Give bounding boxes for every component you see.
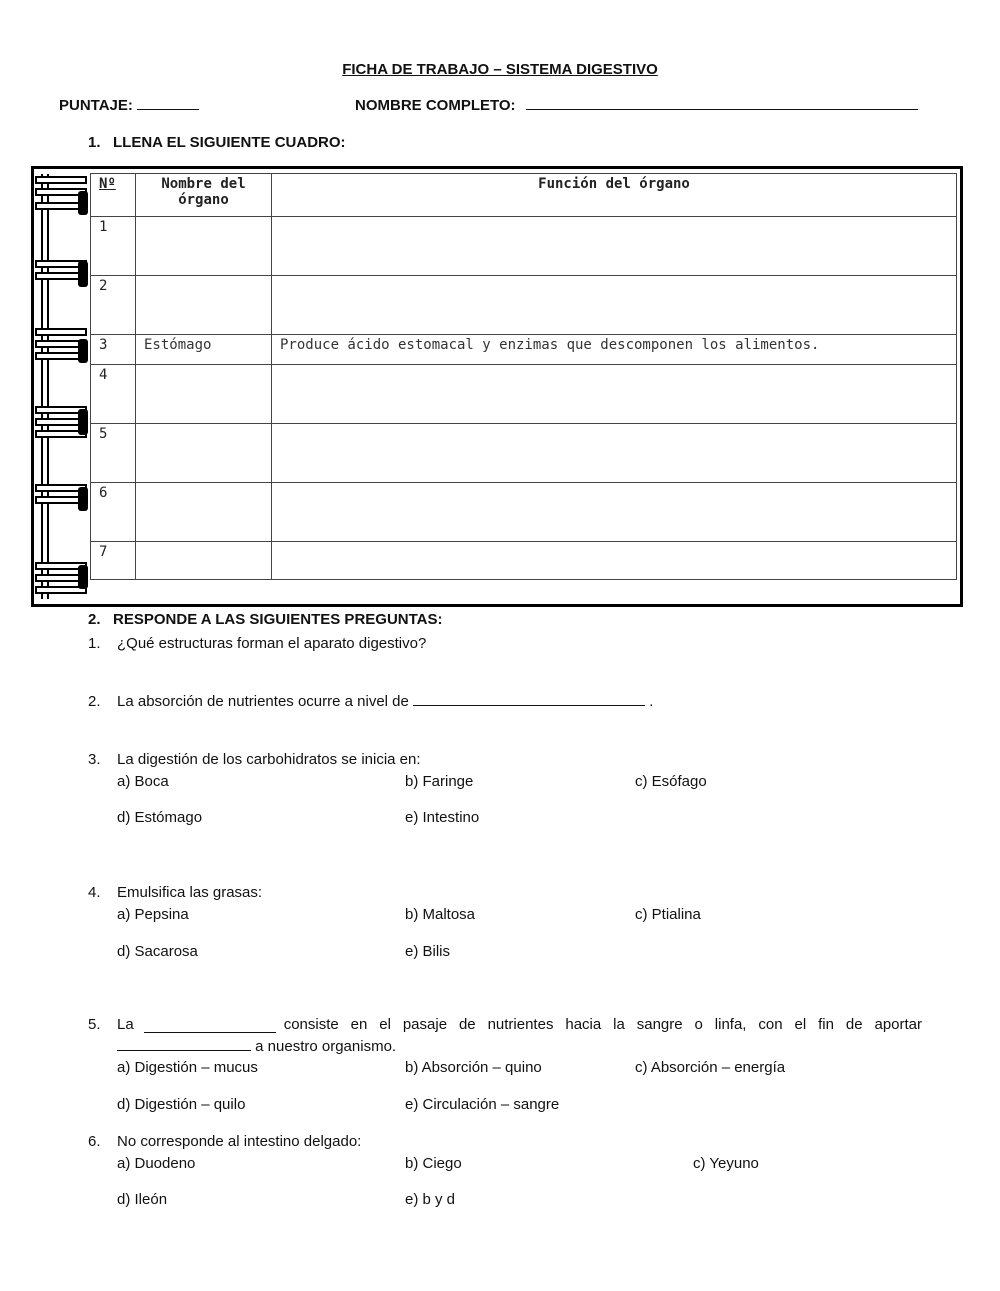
question-text: La <box>117 1016 134 1033</box>
option-e[interactable]: e) b y d <box>405 1191 456 1208</box>
option-d[interactable]: d) Estómago <box>117 809 203 826</box>
function-cell[interactable] <box>272 217 957 276</box>
option-d[interactable]: d) Digestión – quilo <box>117 1096 246 1113</box>
table-row <box>91 483 957 542</box>
table-row <box>91 335 957 365</box>
question-number: 1. <box>88 635 101 652</box>
option-e[interactable]: e) Bilis <box>405 943 451 960</box>
answer-blank[interactable] <box>413 705 645 706</box>
row-number: 1 <box>91 217 136 276</box>
option-a[interactable]: a) Pepsina <box>117 906 189 923</box>
function-cell[interactable] <box>272 483 957 542</box>
question-5 <box>88 1016 924 1116</box>
worksheet-title: FICHA DE TRABAJO – SISTEMA DIGESTIVO <box>342 61 658 78</box>
row-number: 3 <box>91 335 136 365</box>
question-number: 5. <box>88 1016 101 1033</box>
question-6 <box>88 1133 908 1213</box>
table-row <box>91 365 957 424</box>
question-text: La digestión de los carbohidratos se inicia en: <box>117 751 421 768</box>
function-cell: Produce ácido estomacal y enzimas que descomponen los alimentos. <box>272 335 957 365</box>
section1-heading: 1. LLENA EL SIGUIENTE CUADRO: <box>88 134 346 151</box>
table-row <box>91 217 957 276</box>
header-num: Nº <box>91 174 136 217</box>
option-e[interactable]: e) Intestino <box>405 809 480 826</box>
nombre-blank[interactable] <box>526 109 918 110</box>
question-2 <box>88 693 908 710</box>
organ-cell[interactable] <box>136 365 272 424</box>
option-b[interactable]: b) Faringe <box>405 773 474 790</box>
puntaje-label: PUNTAJE: <box>59 97 133 114</box>
question-number: 2. <box>88 693 101 710</box>
organ-cell: Estómago <box>136 335 272 365</box>
question-text: No corresponde al intestino delgado: <box>117 1133 362 1150</box>
puntaje-blank[interactable] <box>137 109 199 110</box>
organ-cell[interactable] <box>136 424 272 483</box>
option-c[interactable]: c) Absorción – energía <box>635 1059 786 1076</box>
answer-blank-2[interactable] <box>117 1050 251 1051</box>
header-organ: Nombre del órgano <box>136 174 272 217</box>
question-number: 3. <box>88 751 101 768</box>
option-c[interactable]: c) Yeyuno <box>693 1155 759 1172</box>
organ-cell[interactable] <box>136 276 272 335</box>
option-c[interactable]: c) Ptialina <box>635 906 701 923</box>
question-number: 6. <box>88 1133 101 1150</box>
option-a[interactable]: a) Duodeno <box>117 1155 196 1172</box>
header-function: Función del órgano <box>272 174 957 217</box>
question-text: ¿Qué estructuras forman el aparato digestivo? <box>117 635 427 652</box>
table-header-row <box>91 174 957 217</box>
table-row <box>91 424 957 483</box>
row-number: 6 <box>91 483 136 542</box>
question-text: Emulsifica las grasas: <box>117 884 263 901</box>
row-number: 4 <box>91 365 136 424</box>
nombre-field[interactable] <box>355 97 918 114</box>
row-number: 2 <box>91 276 136 335</box>
organ-cell[interactable] <box>136 542 272 580</box>
puntaje-field[interactable] <box>59 97 199 114</box>
question-text-mid: consiste en el pasaje de nutrientes hacia la sangre o linfa, con el fin de aportar <box>283 1016 922 1033</box>
option-b[interactable]: b) Ciego <box>405 1155 462 1172</box>
question-text-end: a nuestro organismo. <box>255 1038 397 1055</box>
function-cell[interactable] <box>272 276 957 335</box>
table-row <box>91 542 957 580</box>
question-text: La absorción de nutrientes ocurre a nivel de <box>117 693 409 710</box>
option-b[interactable]: b) Absorción – quino <box>405 1059 542 1076</box>
organ-cell[interactable] <box>136 483 272 542</box>
spiral-binding-icon <box>34 169 92 604</box>
question-4 <box>88 884 908 964</box>
table-row <box>91 276 957 335</box>
question-3 <box>88 751 908 831</box>
organ-table <box>90 173 957 580</box>
question-number: 4. <box>88 884 101 901</box>
option-c[interactable]: c) Esófago <box>635 773 707 790</box>
table-frame <box>31 166 963 607</box>
option-a[interactable]: a) Digestión – mucus <box>117 1059 258 1076</box>
row-number: 5 <box>91 424 136 483</box>
option-d[interactable]: d) Sacarosa <box>117 943 198 960</box>
answer-blank-1[interactable] <box>144 1016 276 1033</box>
function-cell[interactable] <box>272 542 957 580</box>
function-cell[interactable] <box>272 365 957 424</box>
option-b[interactable]: b) Maltosa <box>405 906 476 923</box>
question-text-end: . <box>649 693 654 710</box>
option-e[interactable]: e) Circulación – sangre <box>405 1096 560 1113</box>
question-1 <box>88 635 427 652</box>
nombre-label: NOMBRE COMPLETO: <box>355 97 516 114</box>
section2-heading: 2. RESPONDE A LAS SIGUIENTES PREGUNTAS: <box>88 611 443 628</box>
function-cell[interactable] <box>272 424 957 483</box>
option-d[interactable]: d) Ileón <box>117 1191 168 1208</box>
option-a[interactable]: a) Boca <box>117 773 169 790</box>
organ-cell[interactable] <box>136 217 272 276</box>
row-number: 7 <box>91 542 136 580</box>
